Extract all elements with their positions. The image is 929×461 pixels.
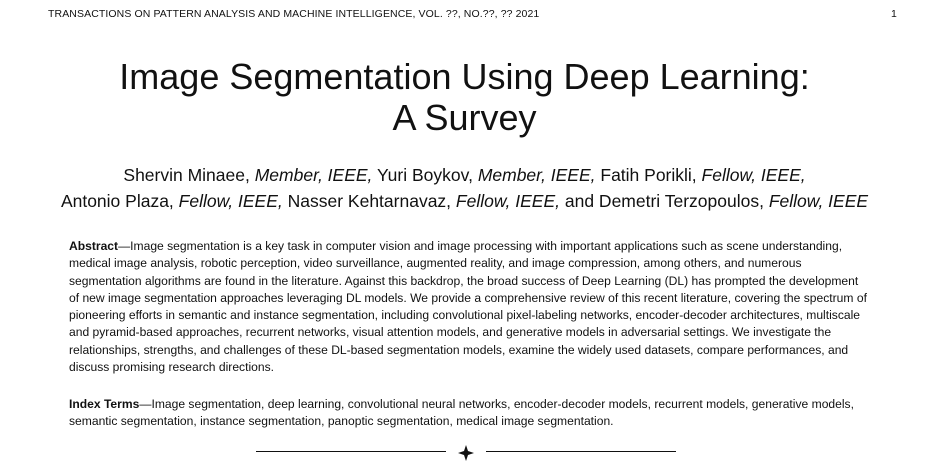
author-line-2 [0,188,929,214]
four-point-star-icon [458,445,474,461]
abstract-label: Abstract [69,239,119,253]
divider-rule-right [486,451,676,452]
author-name: Shervin Minaee, [123,165,250,185]
author-name: Fatih Porikli, [600,165,697,185]
author-role: Member, IEEE, [254,165,373,185]
paper-title [0,56,929,138]
divider-rule-left [256,451,446,452]
author-name: Nasser Kehtarnavaz, [287,191,452,211]
author-role: Fellow, IEEE, [701,165,806,185]
title-line-2: A Survey [392,97,537,138]
author-name: Antonio Plaza, [60,191,174,211]
index-terms-text: —Image segmentation, deep learning, convolutional neural networks, encoder-decoder models, recurrent models, generative models, semantic segmentation, instance segmentation, panoptic segmentation, medical image segmentation. [69,397,854,429]
index-terms-paragraph [69,396,867,431]
page-number: 1 [891,8,897,20]
running-header [48,8,897,22]
author-line-1 [0,162,929,188]
abstract-paragraph [69,238,867,376]
author-name: and Demetri Terzopoulos, [564,191,764,211]
author-name: Yuri Boykov, [376,165,473,185]
author-role: Fellow, IEEE, [178,191,283,211]
author-list [0,162,929,214]
title-line-1: Image Segmentation Using Deep Learning: [119,56,810,97]
index-terms-label: Index Terms [69,397,140,411]
section-divider [256,446,676,458]
abstract-text: —Image segmentation is a key task in computer vision and image processing with important applications such as scene understanding, medical image analysis, robotic perception, video surveillance, augmented reality, and image compression, among others, and numerous segmentation algorithms are found in the literature. Against this backdrop, the broad success of Deep Learning (DL) has prompted the development of new image segmentation approaches leveraging DL models. We provide a comprehensive review of this recent literature, covering the spectrum of pioneering efforts in semantic and instance segmentation, including convolutional pixel-labeling networks, encoder-decoder architectures, multiscale and pyramid-based approaches, recurrent networks, visual attention models, and generative models in adversarial settings. We investigate the relationships, strengths, and challenges of these DL-based segmentation models, examine the widely used datasets, compare performances, and discuss promising research directions. [69,239,867,375]
author-role: Fellow, IEEE [768,191,869,211]
author-role: Member, IEEE, [477,165,596,185]
author-role: Fellow, IEEE, [455,191,560,211]
journal-header: TRANSACTIONS ON PATTERN ANALYSIS AND MACHINE INTELLIGENCE, VOL. ??, NO.??, ?? 2021 [48,8,540,20]
